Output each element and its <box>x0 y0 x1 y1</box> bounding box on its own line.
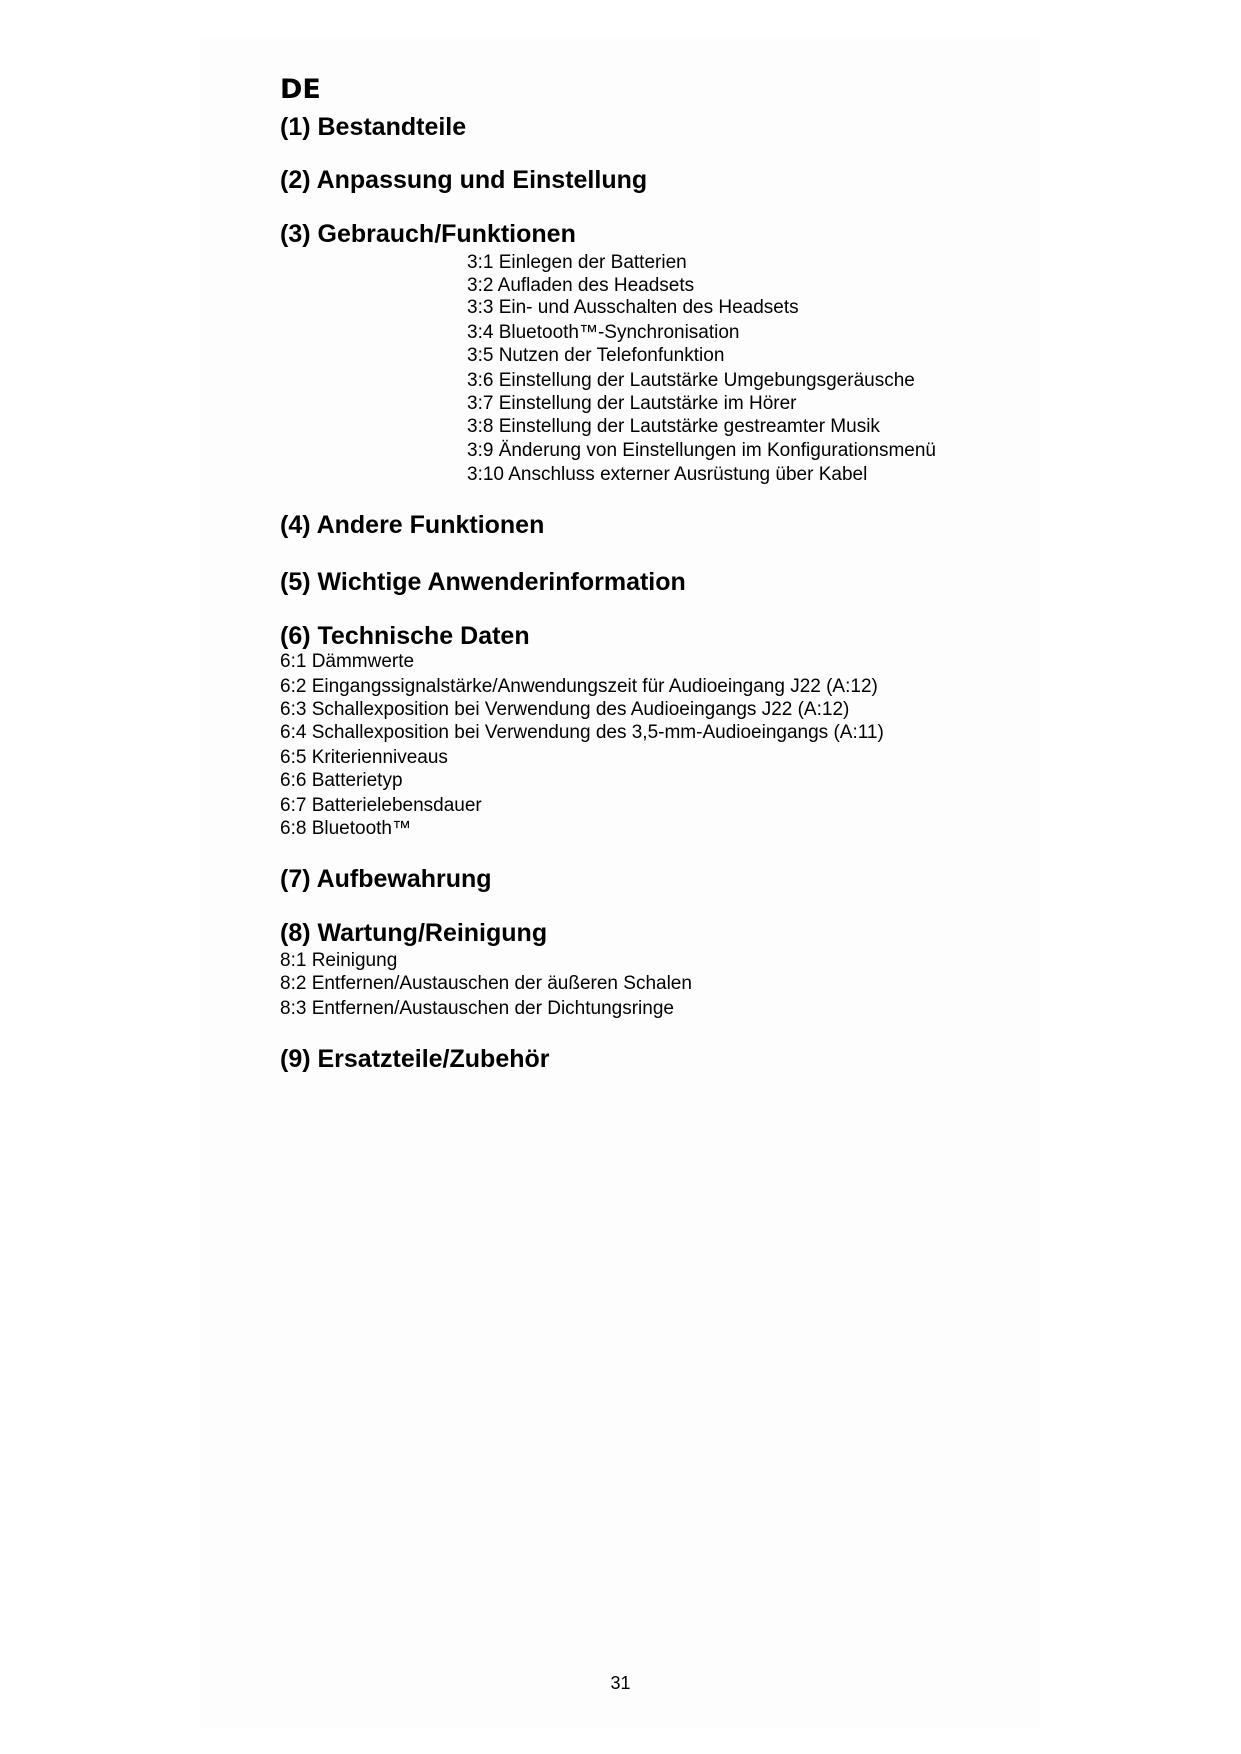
toc-item-6-6: 6:6 Batterietyp <box>280 770 403 791</box>
toc-item-3-4: 3:4 Bluetooth™-Synchronisation <box>467 322 740 343</box>
toc-item-3-7: 3:7 Einstellung der Lautstärke im Hörer <box>467 393 797 414</box>
language-code: DE <box>280 74 321 105</box>
toc-item-8-3: 8:3 Entfernen/Austauschen der Dichtungsringe <box>280 998 674 1019</box>
toc-item-3-10: 3:10 Anschluss externer Ausrüstung über Kabel <box>467 464 868 485</box>
section-heading-bestandteile: (1) Bestandteile <box>280 113 467 141</box>
toc-item-6-7: 6:7 Batterielebensdauer <box>280 795 482 816</box>
section-heading-gebrauch: (3) Gebrauch/Funktionen <box>280 220 576 248</box>
toc-item-3-3: 3:3 Ein- und Ausschalten des Headsets <box>467 297 799 318</box>
toc-item-6-8: 6:8 Bluetooth™ <box>280 818 411 839</box>
section-heading-ersatzteile: (9) Ersatzteile/Zubehör <box>280 1045 550 1073</box>
toc-item-8-1: 8:1 Reinigung <box>280 950 398 971</box>
section-heading-aufbewahrung: (7) Aufbewahrung <box>280 865 492 893</box>
toc-item-3-8: 3:8 Einstellung der Lautstärke gestreamter Musik <box>467 416 880 437</box>
toc-item-6-3: 6:3 Schallexposition bei Verwendung des Audioeingangs J22 (A:12) <box>280 699 850 720</box>
toc-item-3-9: 3:9 Änderung von Einstellungen im Konfigurationsmenü <box>467 440 936 461</box>
page-number: 31 <box>610 1673 631 1693</box>
toc-item-8-2: 8:2 Entfernen/Austauschen der äußeren Schalen <box>280 973 692 994</box>
toc-item-6-5: 6:5 Kriterienniveaus <box>280 747 448 768</box>
toc-item-6-4: 6:4 Schallexposition bei Verwendung des 3,5-mm-Audioeingangs (A:11) <box>280 722 884 743</box>
toc-item-3-6: 3:6 Einstellung der Lautstärke Umgebungsgeräusche <box>467 370 915 391</box>
section-heading-wartung: (8) Wartung/Reinigung <box>280 919 548 947</box>
toc-item-3-1: 3:1 Einlegen der Batterien <box>467 252 687 273</box>
section-heading-andere-funktionen: (4) Andere Funktionen <box>280 511 545 539</box>
toc-item-6-2: 6:2 Eingangssignalstärke/Anwendungszeit für Audioeingang J22 (A:12) <box>280 676 878 697</box>
section-heading-technische-daten: (6) Technische Daten <box>280 622 530 650</box>
toc-item-3-2: 3:2 Aufladen des Headsets <box>467 275 695 296</box>
toc-item-6-1: 6:1 Dämmwerte <box>280 651 415 672</box>
toc-item-3-5: 3:5 Nutzen der Telefonfunktion <box>467 345 725 366</box>
section-heading-anpassung: (2) Anpassung und Einstellung <box>280 166 648 194</box>
section-heading-anwenderinformation: (5) Wichtige Anwenderinformation <box>280 568 686 596</box>
